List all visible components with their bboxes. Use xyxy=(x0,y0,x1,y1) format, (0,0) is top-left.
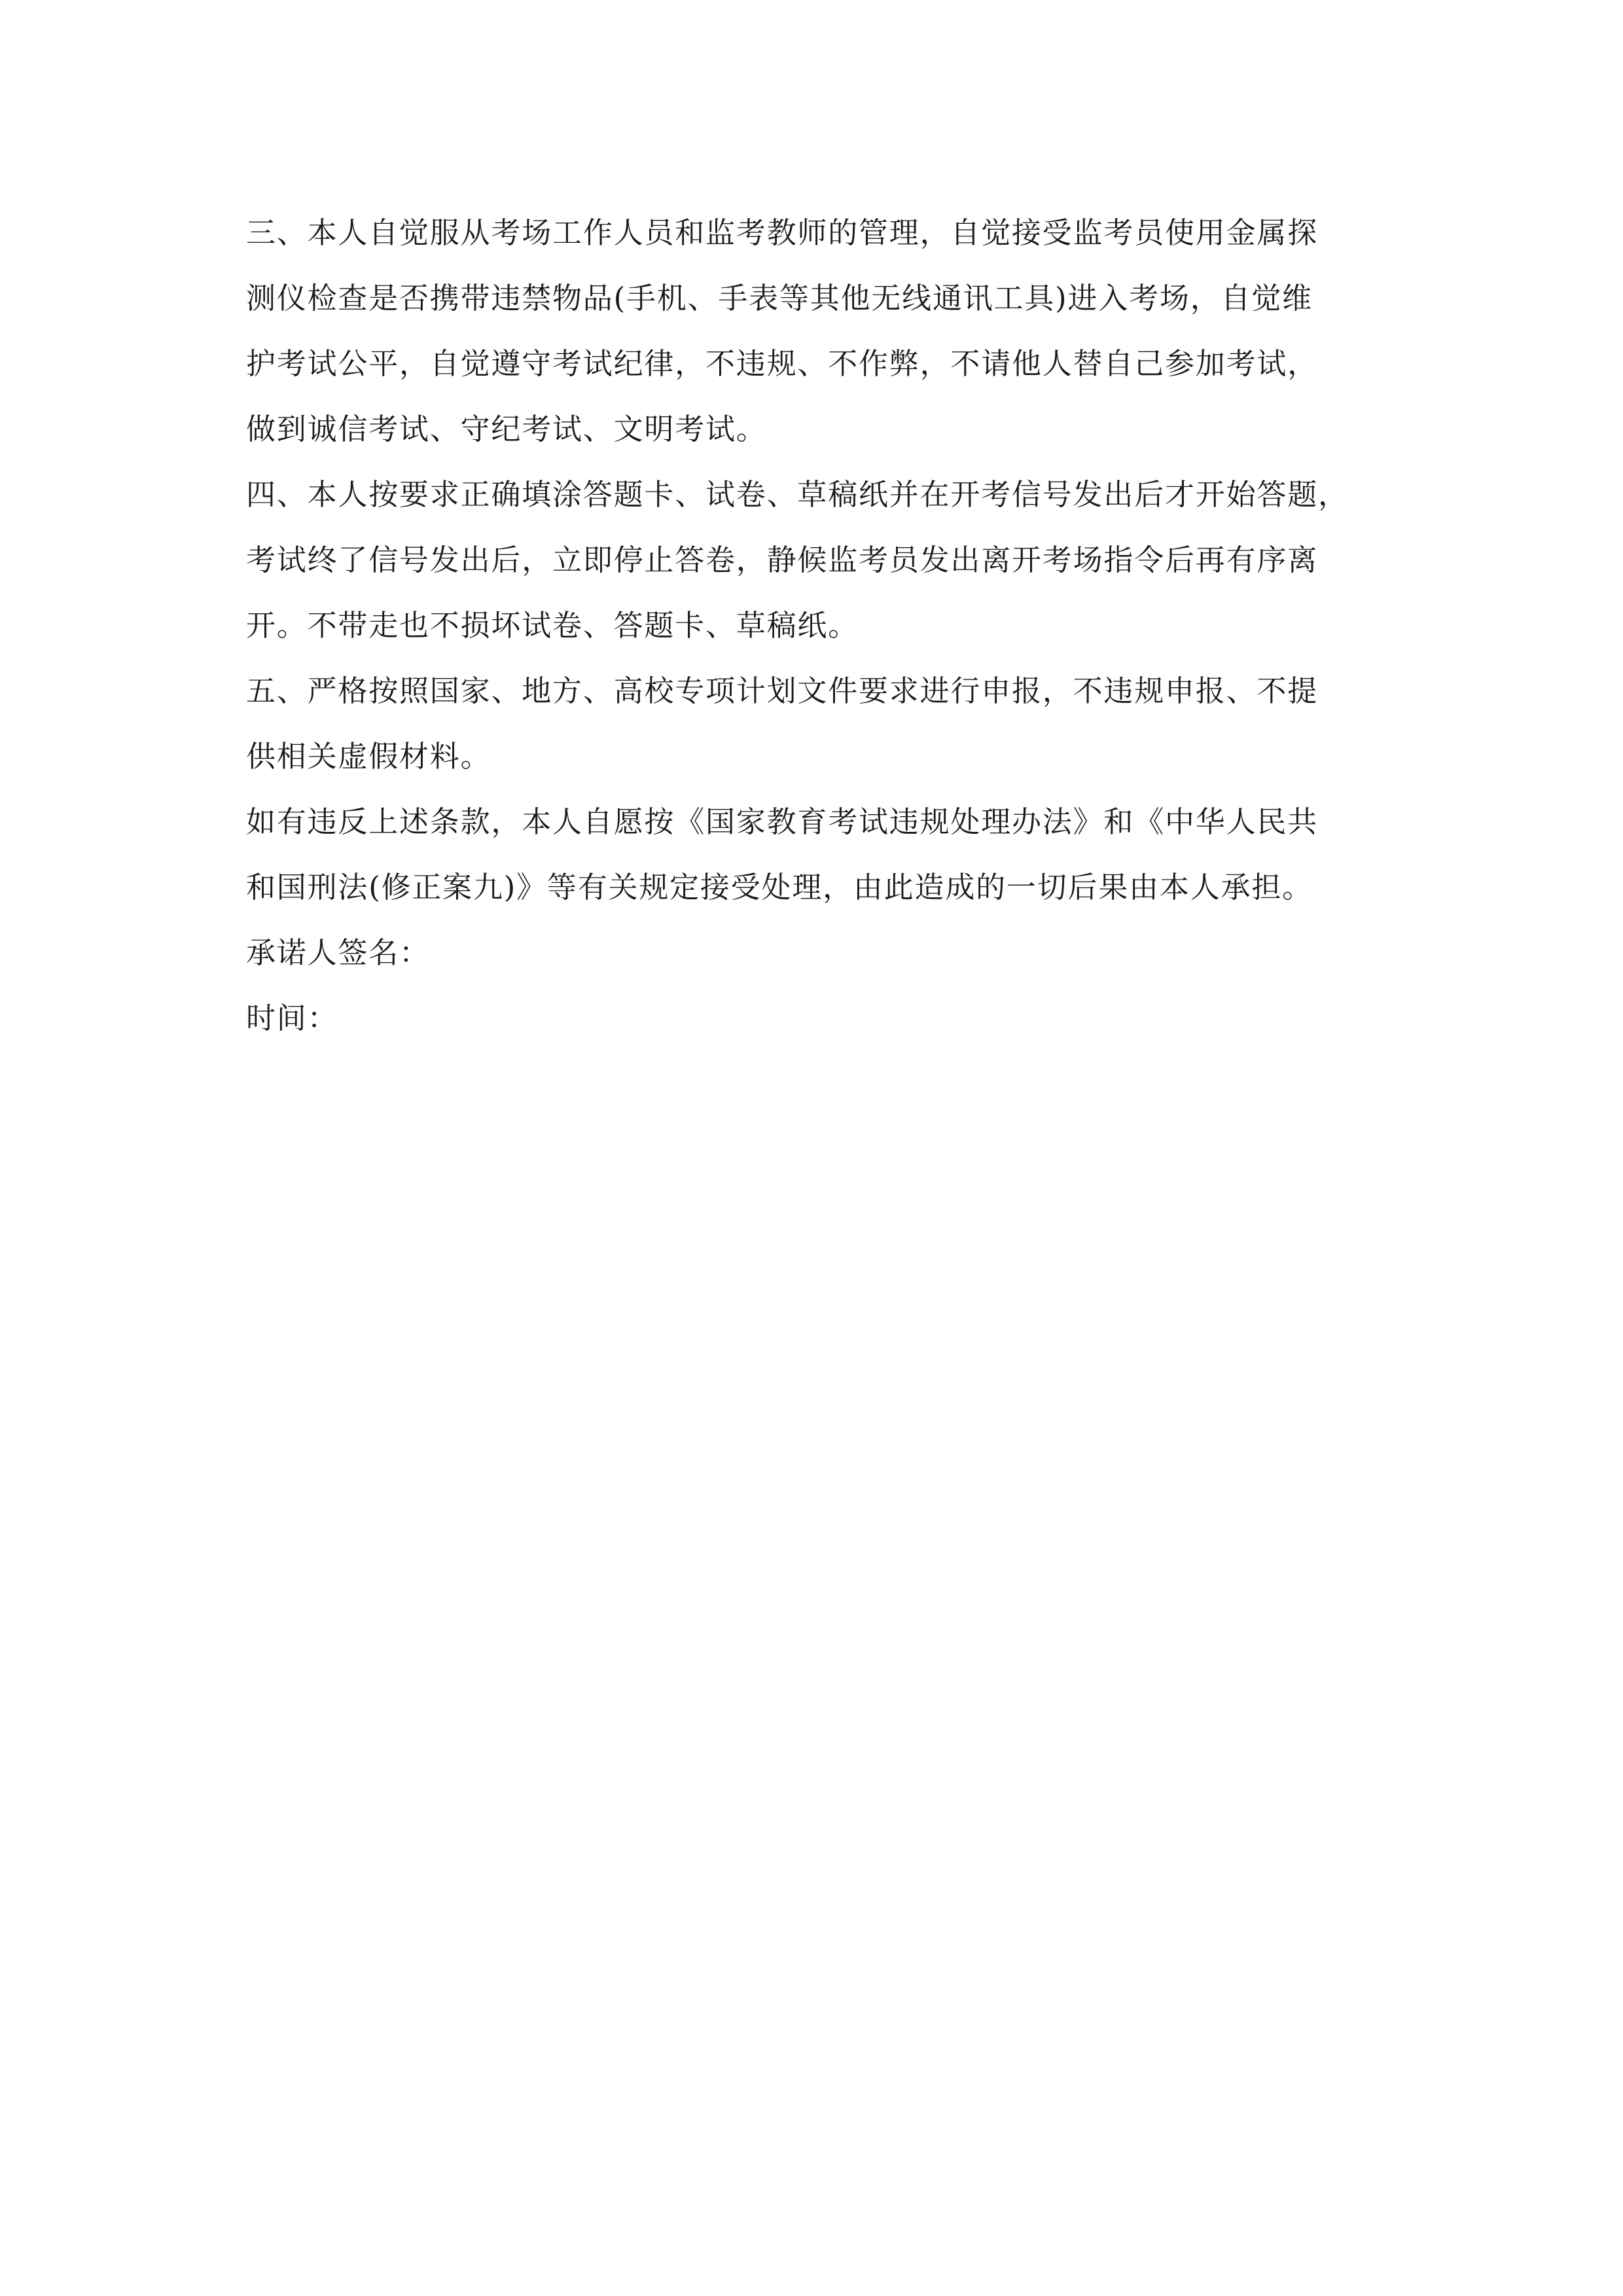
signature-label: 承诺人签名： xyxy=(246,935,430,970)
clause-four-line-2: 考试终了信号发出后，立即停止答卷，静候监考员发出离开考场指令后再有序离 xyxy=(246,543,1319,577)
clause-five-line-2: 供相关虚假材料。 xyxy=(246,739,491,774)
clause-three-line-4: 做到诚信考试、守纪考试、文明考试。 xyxy=(246,412,767,446)
clause-three-line-3: 护考试公平，自觉遵守考试纪律，不违规、不作弊，不请他人替自己参加考试， xyxy=(246,346,1319,381)
clause-four-line-1: 四、本人按要求正确填涂答题卡、试卷、草稿纸并在开考信号发出后才开始答题， xyxy=(246,477,1349,512)
clause-three-line-2: 测仪检查是否携带违禁物品(手机、手表等其他无线通讯工具)进入考场，自觉维 xyxy=(246,281,1313,315)
pledge-body xyxy=(246,200,1424,1051)
violation-statement-line-2: 和国刑法(修正案九)》等有关规定接受处理，由此造成的一切后果由本人承担。 xyxy=(246,870,1313,905)
violation-statement-line-1: 如有违反上述条款，本人自愿按《国家教育考试违规处理办法》和《中华人民共 xyxy=(246,804,1319,839)
clause-three-line-1: 三、本人自觉服从考场工作人员和监考教师的管理，自觉接受监考员使用金属探 xyxy=(246,215,1319,250)
clause-four-line-3: 开。不带走也不损坏试卷、答题卡、草稿纸。 xyxy=(246,608,859,643)
clause-five-line-1: 五、严格按照国家、地方、高校专项计划文件要求进行申报，不违规申报、不提 xyxy=(246,673,1319,708)
date-label: 时间： xyxy=(246,1001,338,1035)
